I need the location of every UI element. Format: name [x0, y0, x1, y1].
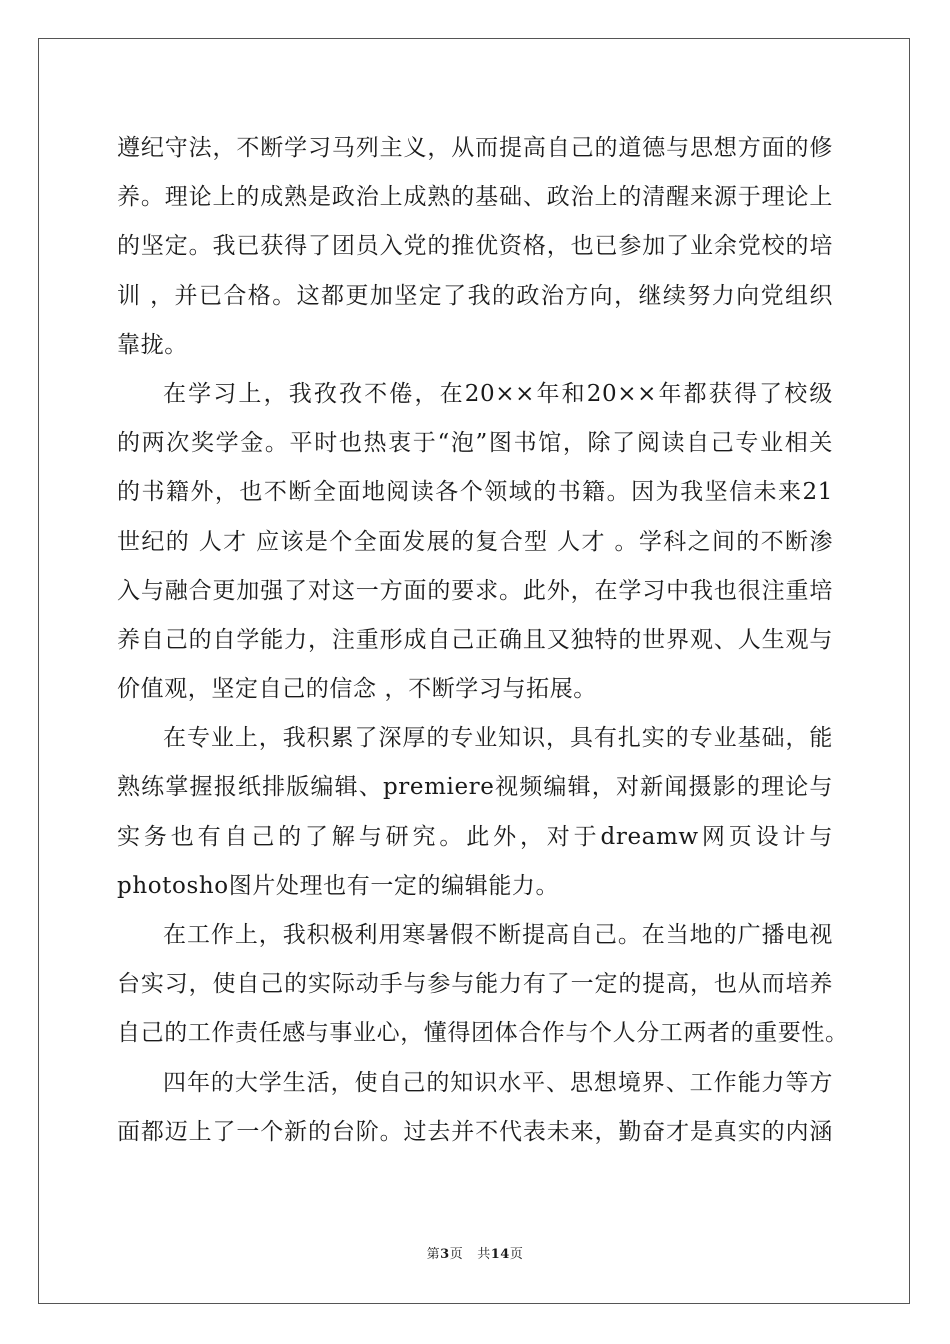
text-line: 养。理论上的成熟是政治上成熟的基础、政治上的清醒来源于理论上: [117, 184, 833, 211]
paragraph-first-line: 在专业上，我积累了深厚的专业知识，具有扎实的专业基础，能: [163, 725, 833, 752]
footer-total-suffix: 页: [509, 1247, 524, 1262]
text-line: 训 ，并已合格。这都更加坚定了我的政治方向，继续努力向党组织: [117, 282, 833, 309]
text-line: 熟练掌握报纸排版编辑、premiere视频编辑，对新闻摄影的理论与: [117, 774, 833, 801]
text-line: 的坚定。我已获得了团员入党的推优资格，也已参加了业余党校的培: [117, 233, 833, 260]
text-line: 台实习，使自己的实际动手与参与能力有了一定的提高，也从而培养: [117, 971, 833, 998]
text-line: 的书籍外，也不断全面地阅读各个领域的书籍。因为我坚信未来21: [117, 479, 833, 506]
text-line: 入与融合更加强了对这一方面的要求。此外，在学习中我也很注重培: [117, 577, 833, 604]
text-line: 的两次奖学金。平时也热衷于“泡”图书馆，除了阅读自己专业相关: [117, 430, 833, 457]
paragraph-first-line: 在工作上，我积极利用寒暑假不断提高自己。在当地的广播电视: [163, 922, 833, 948]
total-pages-number: 14: [490, 1247, 510, 1262]
current-page-number: 3: [440, 1247, 450, 1262]
paragraph-first-line: 在学习上，我孜孜不倦，在20××年和20××年都获得了校级: [163, 380, 833, 407]
text-line: 遵纪守法，不断学习马列主义，从而提高自己的道德与思想方面的修: [117, 135, 833, 161]
text-line: 价值观，坚定自己的信念 ，不断学习与拓展。: [117, 676, 597, 703]
text-line: 养自己的自学能力，注重形成自己正确且又独特的世界观、人生观与: [117, 626, 833, 653]
text-line: 自己的工作责任感与事业心，懂得团体合作与个人分工两者的重要性。: [117, 1020, 849, 1047]
footer-page-suffix: 页: [449, 1247, 464, 1262]
text-line: 世纪的 人才 应该是个全面发展的复合型 人才 。学科之间的不断渗: [117, 528, 833, 555]
page-footer: [0, 1243, 950, 1262]
text-line: 实务也有自己的了解与研究。此外，对于dreamw网页设计与: [117, 823, 833, 850]
footer-total-prefix: 共: [477, 1247, 491, 1262]
document-body: [117, 124, 849, 1157]
paragraph-first-line: 四年的大学生活，使自己的知识水平、思想境界、工作能力等方: [163, 1069, 833, 1096]
footer-prefix: 第: [426, 1247, 441, 1262]
text-line: 靠拢。: [117, 331, 188, 358]
text-line: 面都迈上了一个新的台阶。过去并不代表未来，勤奋才是真实的内涵: [117, 1118, 833, 1145]
text-line: photosho图片处理也有一定的编辑能力。: [117, 872, 560, 899]
